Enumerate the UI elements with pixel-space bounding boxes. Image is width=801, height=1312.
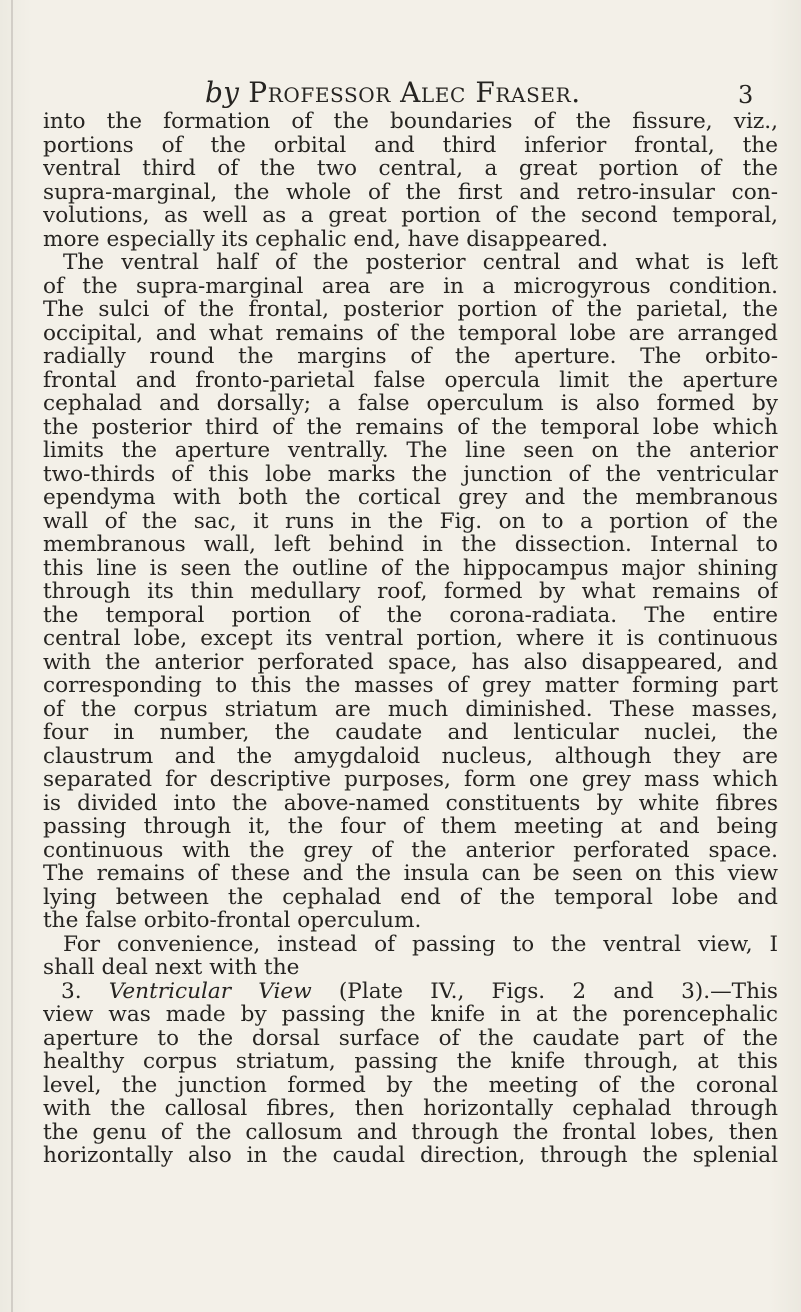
text-line: cephalad and dorsally; a false operculum is also formed by <box>43 392 778 416</box>
text-line: The ventral half of the posterior central and what is left <box>63 251 778 275</box>
text-line: with the anterior perforated space, has also disappeared, and <box>43 650 778 674</box>
text-line: level, the junction formed by the meeting of the coronal <box>43 1073 778 1097</box>
text-line: radially round the margins of the aperture. The orbito- <box>43 345 778 369</box>
section-number: 3. <box>61 979 82 1003</box>
section-heading-text: (Plate IV., Figs. 2 and 3).—This <box>338 979 778 1003</box>
text-line: this line is seen the outline of the hippocampus major shining <box>43 556 778 580</box>
text-line: volutions, as well as a great portion of the second temporal, <box>43 204 778 228</box>
text-line: corresponding to this the masses of grey matter forming part <box>43 674 778 698</box>
text-line: continuous with the grey of the anterior perforated space. <box>43 838 778 862</box>
text-line: supra-marginal, the whole of the first and retro-insular con- <box>43 180 778 204</box>
running-head-by: by <box>205 76 240 109</box>
page-number: 3 <box>738 81 754 109</box>
text-line: ependyma with both the cortical grey and the membranous <box>43 486 778 510</box>
text-line: through its thin medullary roof, formed by what remains of <box>43 580 778 604</box>
text-line: with the callosal fibres, then horizontally cephalad through <box>43 1097 778 1121</box>
text-line: The sulci of the frontal, posterior portion of the parietal, the <box>43 298 778 322</box>
text-line: of the corpus striatum are much diminished. These masses, <box>43 697 778 721</box>
section-heading-line <box>43 980 778 1004</box>
text-line: the temporal portion of the corona-radiata. The entire <box>43 603 778 627</box>
text-line: frontal and fronto-parietal false opercula limit the aperture <box>43 368 778 392</box>
text-line: lying between the cephalad end of the temporal lobe and <box>43 885 778 909</box>
text-line: aperture to the dorsal surface of the caudate part of the <box>43 1026 778 1050</box>
text-line: more especially its cephalic end, have disappeared. <box>43 227 609 251</box>
text-line: ventral third of the two central, a great portion of the <box>43 157 778 181</box>
body-text <box>43 110 778 1168</box>
text-line: For convenience, instead of passing to the ventral view, I <box>63 932 778 956</box>
text-line: central lobe, except its ventral portion, where it is continuous <box>43 627 778 651</box>
running-head <box>205 76 581 110</box>
running-head-author-name: Alec Fraser. <box>400 76 581 109</box>
text-line: the false orbito-frontal operculum. <box>43 909 422 933</box>
binding-gutter-shadow <box>11 0 13 1312</box>
text-line: wall of the sac, it runs in the Fig. on to a portion of the <box>43 509 778 533</box>
text-line: portions of the orbital and third inferior frontal, the <box>43 133 778 157</box>
text-line: limits the aperture ventrally. The line seen on the anterior <box>43 439 778 463</box>
text-line: into the formation of the boundaries of the fissure, viz., <box>43 110 778 134</box>
section-title: Ventricular View <box>108 979 312 1003</box>
text-line: The remains of these and the insula can be seen on this view <box>43 862 778 886</box>
text-line: view was made by passing the knife in at the porencephalic <box>43 1003 778 1027</box>
text-line: claustrum and the amygdaloid nucleus, although they are <box>43 744 778 768</box>
text-line: shall deal next with the <box>43 956 300 980</box>
text-line: the genu of the callosum and through the frontal lobes, then <box>43 1120 778 1144</box>
text-line: passing through it, the four of them meeting at and being <box>43 815 778 839</box>
text-line: is divided into the above-named constituents by white fibres <box>43 791 778 815</box>
text-line: healthy corpus striatum, passing the knife through, at this <box>43 1050 778 1074</box>
page-header <box>0 76 801 112</box>
running-head-author-title: Professor <box>248 76 391 109</box>
text-line: four in number, the caudate and lenticular nuclei, the <box>43 721 778 745</box>
text-line: the posterior third of the remains of the temporal lobe which <box>43 415 778 439</box>
text-line: of the supra-marginal area are in a microgyrous condition. <box>43 274 778 298</box>
text-line: occipital, and what remains of the temporal lobe are arranged <box>43 321 778 345</box>
text-line: horizontally also in the caudal direction, through the splenial <box>43 1144 778 1168</box>
text-line: membranous wall, left behind in the dissection. Internal to <box>43 533 778 557</box>
text-line: separated for descriptive purposes, form one grey mass which <box>43 768 778 792</box>
text-line: two-thirds of this lobe marks the junction of the ventricular <box>43 462 778 486</box>
